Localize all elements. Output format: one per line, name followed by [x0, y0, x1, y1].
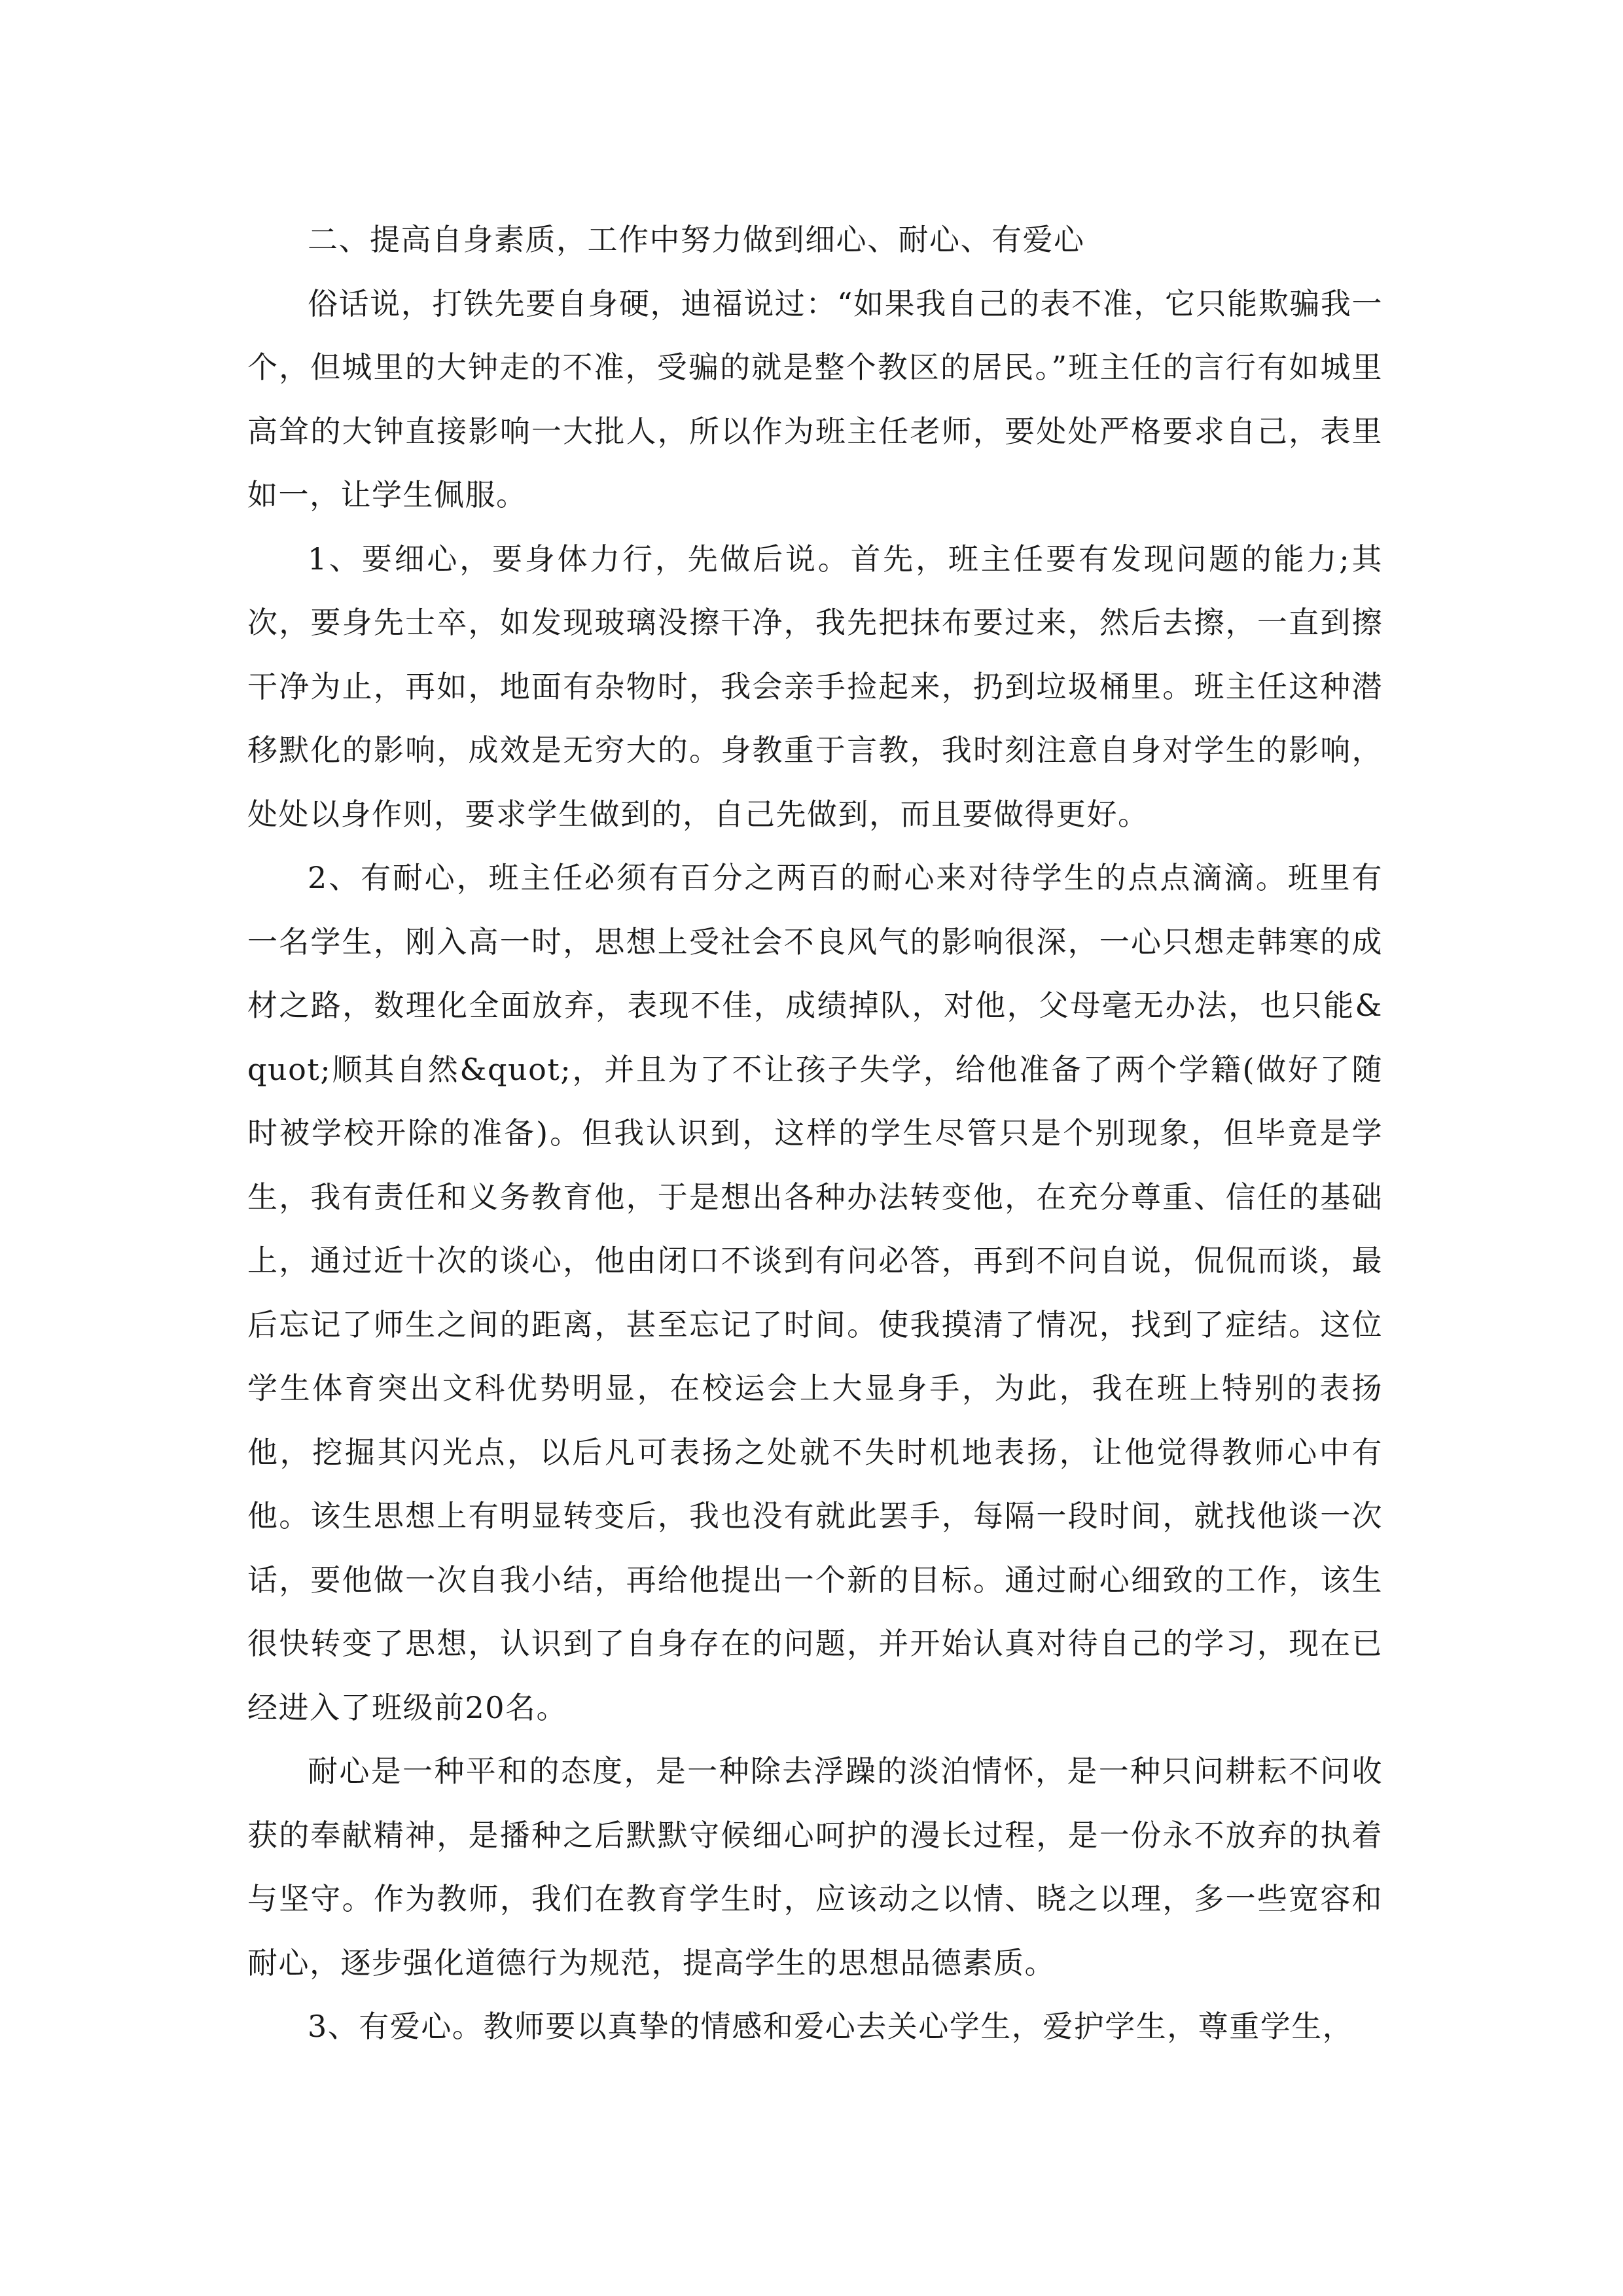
body-paragraph: 1、要细心，要身体力行，先做后说。首先，班主任要有发现问题的能力;其次，要身先士卒，如发现玻璃没擦干净，我先把抹布要过来，然后去擦，一直到擦干净为止，再如，地面有杂物时，我会亲手捡起来，扔到垃圾桶里。班主任这种潜移默化的影响，成效是无穷大的。身教重于言教，我时刻注意自身对学生的影响，处处以身作则，要求学生做到的，自己先做到，而且要做得更好。: [247, 541, 1383, 832]
body-paragraph: 俗话说，打铁先要自身硬，迪福说过：“如果我自己的表不准，它只能欺骗我一个，但城里的大钟走的不准，受骗的就是整个教区的居民。”班主任的言行有如城里高耸的大钟直接影响一大批人，所以作为班主任老师，要处处严格要求自己，表里如一，让学生佩服。: [247, 285, 1383, 512]
section-heading: 二、提高自身素质，工作中努力做到细心、耐心、有爱心: [308, 222, 1085, 257]
document-body: [247, 208, 1383, 2059]
body-paragraph: 3、有爱心。教师要以真挚的情感和爱心去关心学生，爱护学生，尊重学生，: [308, 2009, 1354, 2044]
body-paragraph: 2、有耐心，班主任必须有百分之两百的耐心来对待学生的点点滴滴。班里有一名学生，刚入高一时，思想上受社会不良风气的影响很深，一心只想走韩寒的成材之路，数理化全面放弃，表现不佳，成绩掉队，对他，父母毫无办法，也只能&quot;顺其自然&quot;，并且为了不让孩子失学，给他准备了两个学籍(做好了随时被学校开除的准备)。但我认识到，这样的学生尽管只是个别现象，但毕竟是学生，我有责任和义务教育他，于是想出各种办法转变他，在充分尊重、信任的基础上，通过近十次的谈心，他由闭口不谈到有问必答，再到不问自说，侃侃而谈，最后忘记了师生之间的距离，甚至忘记了时间。使我摸清了情况，找到了症结。这位学生体育突出文科优势明显，在校运会上大显身手，为此，我在班上特别的表扬他，挖掘其闪光点，以后凡可表扬之处就不失时机地表扬，让他觉得教师心中有他。该生思想上有明显转变后，我也没有就此罢手，每隔一段时间，就找他谈一次话，要他做一次自我小结，再给他提出一个新的目标。通过耐心细致的工作，该生很快转变了思想，认识到了自身存在的问题，并开始认真对待自己的学习，现在已经进入了班级前20名。: [247, 860, 1383, 1725]
body-paragraph: 耐心是一种平和的态度，是一种除去浮躁的淡泊情怀，是一种只问耕耘不问收获的奉献精神，是播种之后默默守候细心呵护的漫长过程，是一份永不放弃的执着与坚守。作为教师，我们在教育学生时，应该动之以情、晓之以理，多一些宽容和耐心，逐步强化道德行为规范，提高学生的思想品德素质。: [247, 1753, 1383, 1981]
